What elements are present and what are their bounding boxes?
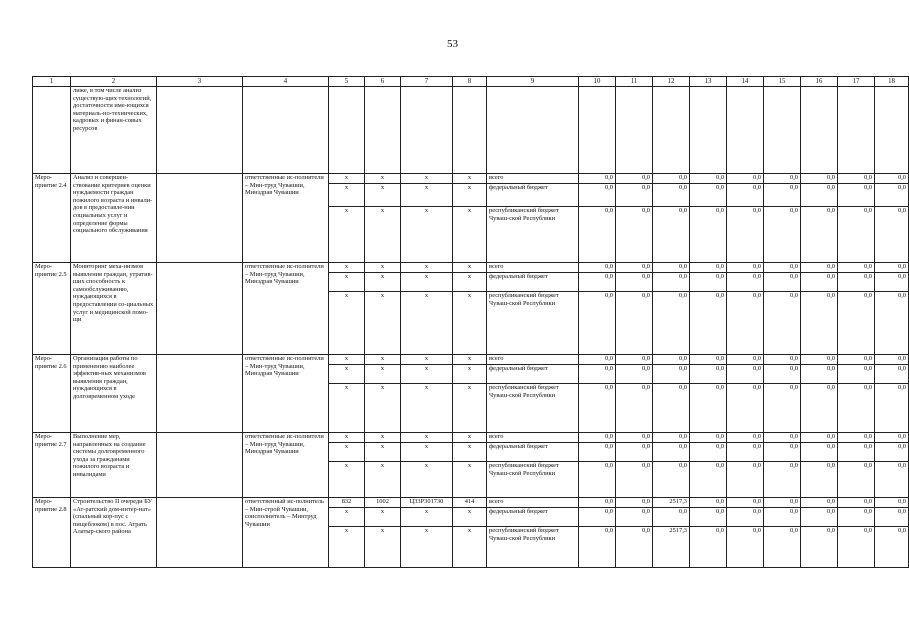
year-amount: 0,0 [653,207,690,263]
event-code: Меро-приятие 2.4 [33,174,71,263]
column-header: 9 [487,77,579,87]
year-amount: 0,0 [616,508,653,527]
year-amount: 0,0 [801,462,838,498]
event-code: Меро-приятие 2.8 [33,498,71,568]
year-amount: 0,0 [838,184,875,207]
year-amount: 0,0 [579,384,616,433]
event-name: Организация работы по применению наиболее эффектив-ных механизмов выявления граждан, нуждающихся в долговременном уходе [71,355,157,433]
year-amount: 0,0 [690,273,727,292]
year-amount: 0,0 [653,355,690,365]
year-amount: 0,0 [653,365,690,384]
year-amount: 0,0 [653,462,690,498]
funding-source: всего [487,433,579,443]
budget-code-section: x [365,384,401,433]
year-amount: 0,0 [801,355,838,365]
budget-code-type: x [453,384,487,433]
year-amount: 0,0 [579,184,616,207]
column-header: 17 [838,77,875,87]
year-amount: 0,0 [616,273,653,292]
year-amount: 0,0 [727,384,764,433]
year-amount: 0,0 [579,462,616,498]
budget-code-type: x [453,292,487,355]
funding-source: республиканский бюджет Чуваш-ской Республики [487,527,579,568]
budget-code-target: x [401,527,453,568]
year-amount: 0,0 [727,292,764,355]
column-header: 15 [764,77,801,87]
year-amount: 0,0 [727,443,764,462]
budget-code-grbs: x [329,184,365,207]
year-amount: 0,0 [579,498,616,508]
budget-code-section: x [365,292,401,355]
budget-code-target: x [401,365,453,384]
budget-code-section: x [365,174,401,184]
year-amount: 0,0 [838,498,875,508]
column-header: 14 [727,77,764,87]
year-amount: 0,0 [616,498,653,508]
year-amount: 0,0 [838,527,875,568]
year-amount: 0,0 [690,365,727,384]
funding-source: всего [487,498,579,508]
budget-code-grbs: x [329,355,365,365]
event-code: Меро-приятие 2.5 [33,263,71,355]
year-amount: 0,0 [801,273,838,292]
year-amount: 0,0 [727,355,764,365]
year-amount: 0,0 [690,443,727,462]
year-amount: 0,0 [801,365,838,384]
year-amount: 0,0 [875,384,909,433]
year-amount: 0,0 [838,365,875,384]
year-amount: 0,0 [579,365,616,384]
budget-code-section: x [365,527,401,568]
continuation-text: лиже, в том числе анализ существую-щих технологий, достаточности име-ющихся материаль-но-технических, кадровых и финан-совых ресурсов [71,87,157,174]
year-amount: 0,0 [653,292,690,355]
budget-code-section: x [365,355,401,365]
column-header: 10 [579,77,616,87]
budget-code-section: x [365,207,401,263]
year-amount: 0,0 [690,184,727,207]
year-amount: 0,0 [764,498,801,508]
funding-source: федеральный бюджет [487,443,579,462]
budget-code-grbs: x [329,365,365,384]
year-amount: 2517,3 [653,498,690,508]
budget-code-type: x [453,527,487,568]
year-amount: 0,0 [579,263,616,273]
funding-source: всего [487,355,579,365]
budget-code-type: x [453,184,487,207]
year-amount: 0,0 [875,273,909,292]
year-amount: 0,0 [653,174,690,184]
budget-code-grbs: x [329,263,365,273]
empty-cell [157,263,243,355]
funding-source: федеральный бюджет [487,184,579,207]
year-amount: 0,0 [838,174,875,184]
funding-source: республиканский бюджет Чуваш-ской Республики [487,384,579,433]
header-row [33,77,909,87]
year-amount: 0,0 [764,508,801,527]
empty-cell [157,498,243,568]
budget-code-grbs: x [329,273,365,292]
event-row [33,174,909,184]
year-amount: 0,0 [579,355,616,365]
table-body [33,87,909,568]
year-amount: 2517,3 [653,527,690,568]
year-amount: 0,0 [616,207,653,263]
empty-cell [157,433,243,498]
year-amount: 0,0 [579,273,616,292]
budget-code-target: x [401,462,453,498]
year-amount: 0,0 [801,207,838,263]
event-row [33,498,909,508]
year-amount: 0,0 [727,207,764,263]
year-amount: 0,0 [801,263,838,273]
year-amount: 0,0 [579,292,616,355]
year-amount: 0,0 [801,433,838,443]
year-amount: 0,0 [838,433,875,443]
budget-code-section: x [365,443,401,462]
year-amount: 0,0 [653,433,690,443]
budget-code-target: x [401,292,453,355]
year-amount: 0,0 [875,365,909,384]
column-header: 13 [690,77,727,87]
year-amount: 0,0 [727,174,764,184]
year-amount: 0,0 [653,508,690,527]
budget-code-grbs: x [329,174,365,184]
budget-code-section: x [365,508,401,527]
budget-code-section: x [365,462,401,498]
year-amount: 0,0 [579,207,616,263]
budget-code-target: Ц33Р301730 [401,498,453,508]
year-amount: 0,0 [838,292,875,355]
budget-code-target: x [401,433,453,443]
budget-code-grbs: x [329,433,365,443]
year-amount: 0,0 [616,292,653,355]
funding-source: всего [487,263,579,273]
budget-code-type: x [453,365,487,384]
continuation-row [33,87,909,174]
year-amount: 0,0 [801,527,838,568]
budget-code-target: x [401,207,453,263]
year-amount: 0,0 [690,462,727,498]
year-amount: 0,0 [653,184,690,207]
year-amount: 0,0 [801,292,838,355]
year-amount: 0,0 [764,384,801,433]
year-amount: 0,0 [579,174,616,184]
budget-code-grbs: x [329,443,365,462]
year-amount: 0,0 [727,184,764,207]
year-amount: 0,0 [653,384,690,433]
empty-cell [157,355,243,433]
year-amount: 0,0 [875,174,909,184]
budget-code-target: x [401,355,453,365]
year-amount: 0,0 [579,433,616,443]
column-header: 11 [616,77,653,87]
page-number: 53 [447,38,458,50]
year-amount: 0,0 [764,365,801,384]
budget-code-type: x [453,263,487,273]
budget-code-section: x [365,433,401,443]
year-amount: 0,0 [801,384,838,433]
budget-code-target: x [401,273,453,292]
budget-code-type: x [453,207,487,263]
year-amount: 0,0 [875,433,909,443]
year-amount: 0,0 [764,273,801,292]
year-amount: 0,0 [764,292,801,355]
year-amount: 0,0 [838,263,875,273]
year-amount: 0,0 [727,273,764,292]
budget-code-target: x [401,184,453,207]
year-amount: 0,0 [579,443,616,462]
event-row [33,263,909,273]
funding-source: федеральный бюджет [487,365,579,384]
budget-code-section: x [365,273,401,292]
budget-table [32,76,909,568]
year-amount: 0,0 [579,527,616,568]
column-header: 5 [329,77,365,87]
event-row [33,433,909,443]
budget-code-type: x [453,433,487,443]
year-amount: 0,0 [764,355,801,365]
year-amount: 0,0 [690,263,727,273]
year-amount: 0,0 [690,498,727,508]
event-executors: ответственные ис-полнители – Мин-труд Чувашии, Минздрав Чувашии [243,174,329,263]
year-amount: 0,0 [764,443,801,462]
year-amount: 0,0 [838,273,875,292]
budget-code-grbs: x [329,462,365,498]
year-amount: 0,0 [764,527,801,568]
year-amount: 0,0 [690,174,727,184]
column-header: 4 [243,77,329,87]
budget-code-target: x [401,263,453,273]
year-amount: 0,0 [875,184,909,207]
budget-code-grbs: x [329,207,365,263]
event-row [33,355,909,365]
budget-code-grbs: x [329,527,365,568]
year-amount: 0,0 [838,508,875,527]
year-amount: 0,0 [875,498,909,508]
year-amount: 0,0 [616,527,653,568]
event-code: Меро-приятие 2.6 [33,355,71,433]
event-name: Выполнение мер, направленных на создание системы долговременного ухода за гражданами пожилого возраста и инвалидами [71,433,157,498]
year-amount: 0,0 [801,498,838,508]
funding-source: республиканский бюджет Чуваш-ской Республики [487,207,579,263]
year-amount: 0,0 [616,443,653,462]
budget-code-target: x [401,174,453,184]
year-amount: 0,0 [801,174,838,184]
year-amount: 0,0 [579,508,616,527]
year-amount: 0,0 [727,365,764,384]
year-amount: 0,0 [764,184,801,207]
year-amount: 0,0 [616,355,653,365]
column-header: 12 [653,77,690,87]
year-amount: 0,0 [875,355,909,365]
event-name: Строительство II очереди БУ «Ат-ратский дом-интер-нат» (спальный кор-пус с пищеблоком) в пос. Атрать Алатыр-ского района [71,498,157,568]
funding-source: республиканский бюджет Чуваш-ской Республики [487,292,579,355]
budget-code-grbs: x [329,384,365,433]
year-amount: 0,0 [727,508,764,527]
year-amount: 0,0 [764,433,801,443]
column-header: 16 [801,77,838,87]
year-amount: 0,0 [690,527,727,568]
year-amount: 0,0 [764,207,801,263]
budget-code-section: x [365,263,401,273]
year-amount: 0,0 [616,365,653,384]
funding-source: республиканский бюджет Чуваш-ской Республики [487,462,579,498]
year-amount: 0,0 [727,433,764,443]
year-amount: 0,0 [616,174,653,184]
year-amount: 0,0 [727,263,764,273]
year-amount: 0,0 [875,462,909,498]
year-amount: 0,0 [875,443,909,462]
year-amount: 0,0 [616,184,653,207]
year-amount: 0,0 [838,384,875,433]
budget-code-type: x [453,508,487,527]
budget-code-type: x [453,462,487,498]
year-amount: 0,0 [616,263,653,273]
year-amount: 0,0 [653,273,690,292]
budget-code-target: x [401,443,453,462]
year-amount: 0,0 [875,292,909,355]
year-amount: 0,0 [801,443,838,462]
event-executors: ответственные ис-полнители – Мин-труд Чувашии, Минздрав Чувашии [243,433,329,498]
year-amount: 0,0 [875,207,909,263]
column-header: 6 [365,77,401,87]
year-amount: 0,0 [727,462,764,498]
budget-code-target: x [401,508,453,527]
event-executors: ответственный ис-полнитель – Мин-строй Чувашии, соисполнитель – Минтруд Чувашии [243,498,329,568]
budget-code-section: 1002 [365,498,401,508]
empty-cell [157,174,243,263]
column-header: 1 [33,77,71,87]
budget-code-grbs: x [329,508,365,527]
year-amount: 0,0 [838,443,875,462]
column-header: 2 [71,77,157,87]
year-amount: 0,0 [764,263,801,273]
year-amount: 0,0 [690,433,727,443]
year-amount: 0,0 [616,384,653,433]
year-amount: 0,0 [875,527,909,568]
column-header: 8 [453,77,487,87]
year-amount: 0,0 [616,433,653,443]
budget-code-target: x [401,384,453,433]
column-header: 7 [401,77,453,87]
year-amount: 0,0 [653,443,690,462]
year-amount: 0,0 [838,355,875,365]
funding-source: федеральный бюджет [487,273,579,292]
year-amount: 0,0 [727,498,764,508]
event-executors: ответственные ис-полнители – Мин-труд Чувашии, Минздрав Чувашии [243,263,329,355]
event-name: Анализ и совершен-ствование критериев оценки нуждаемости граждан пожилого возраста и инвали-дов в предоставле-нии социальных услуг и определение формы социального обслуживания [71,174,157,263]
year-amount: 0,0 [727,527,764,568]
year-amount: 0,0 [653,263,690,273]
year-amount: 0,0 [875,263,909,273]
budget-code-section: x [365,184,401,207]
funding-source: всего [487,174,579,184]
year-amount: 0,0 [690,508,727,527]
funding-source: федеральный бюджет [487,508,579,527]
budget-code-grbs: x [329,292,365,355]
budget-code-type: x [453,273,487,292]
event-executors: ответственные ис-полнители – Мин-труд Чувашии, Минздрав Чувашии [243,355,329,433]
budget-code-type: 414 [453,498,487,508]
year-amount: 0,0 [616,462,653,498]
year-amount: 0,0 [690,292,727,355]
year-amount: 0,0 [838,462,875,498]
year-amount: 0,0 [690,384,727,433]
year-amount: 0,0 [801,508,838,527]
year-amount: 0,0 [764,462,801,498]
budget-code-type: x [453,174,487,184]
event-name: Мониторинг меха-низмов выявления граждан, утратив-ших способность к самообслуживанию, нуждающихся в предоставлении со-циальных услуг и медицинской помо-щи [71,263,157,355]
year-amount: 0,0 [764,174,801,184]
year-amount: 0,0 [875,508,909,527]
budget-code-type: x [453,355,487,365]
year-amount: 0,0 [690,207,727,263]
column-header: 3 [157,77,243,87]
event-code: Меро-приятие 2.7 [33,433,71,498]
budget-code-section: x [365,365,401,384]
budget-code-type: x [453,443,487,462]
year-amount: 0,0 [690,355,727,365]
column-header: 18 [875,77,909,87]
year-amount: 0,0 [838,207,875,263]
year-amount: 0,0 [801,184,838,207]
budget-code-grbs: 832 [329,498,365,508]
